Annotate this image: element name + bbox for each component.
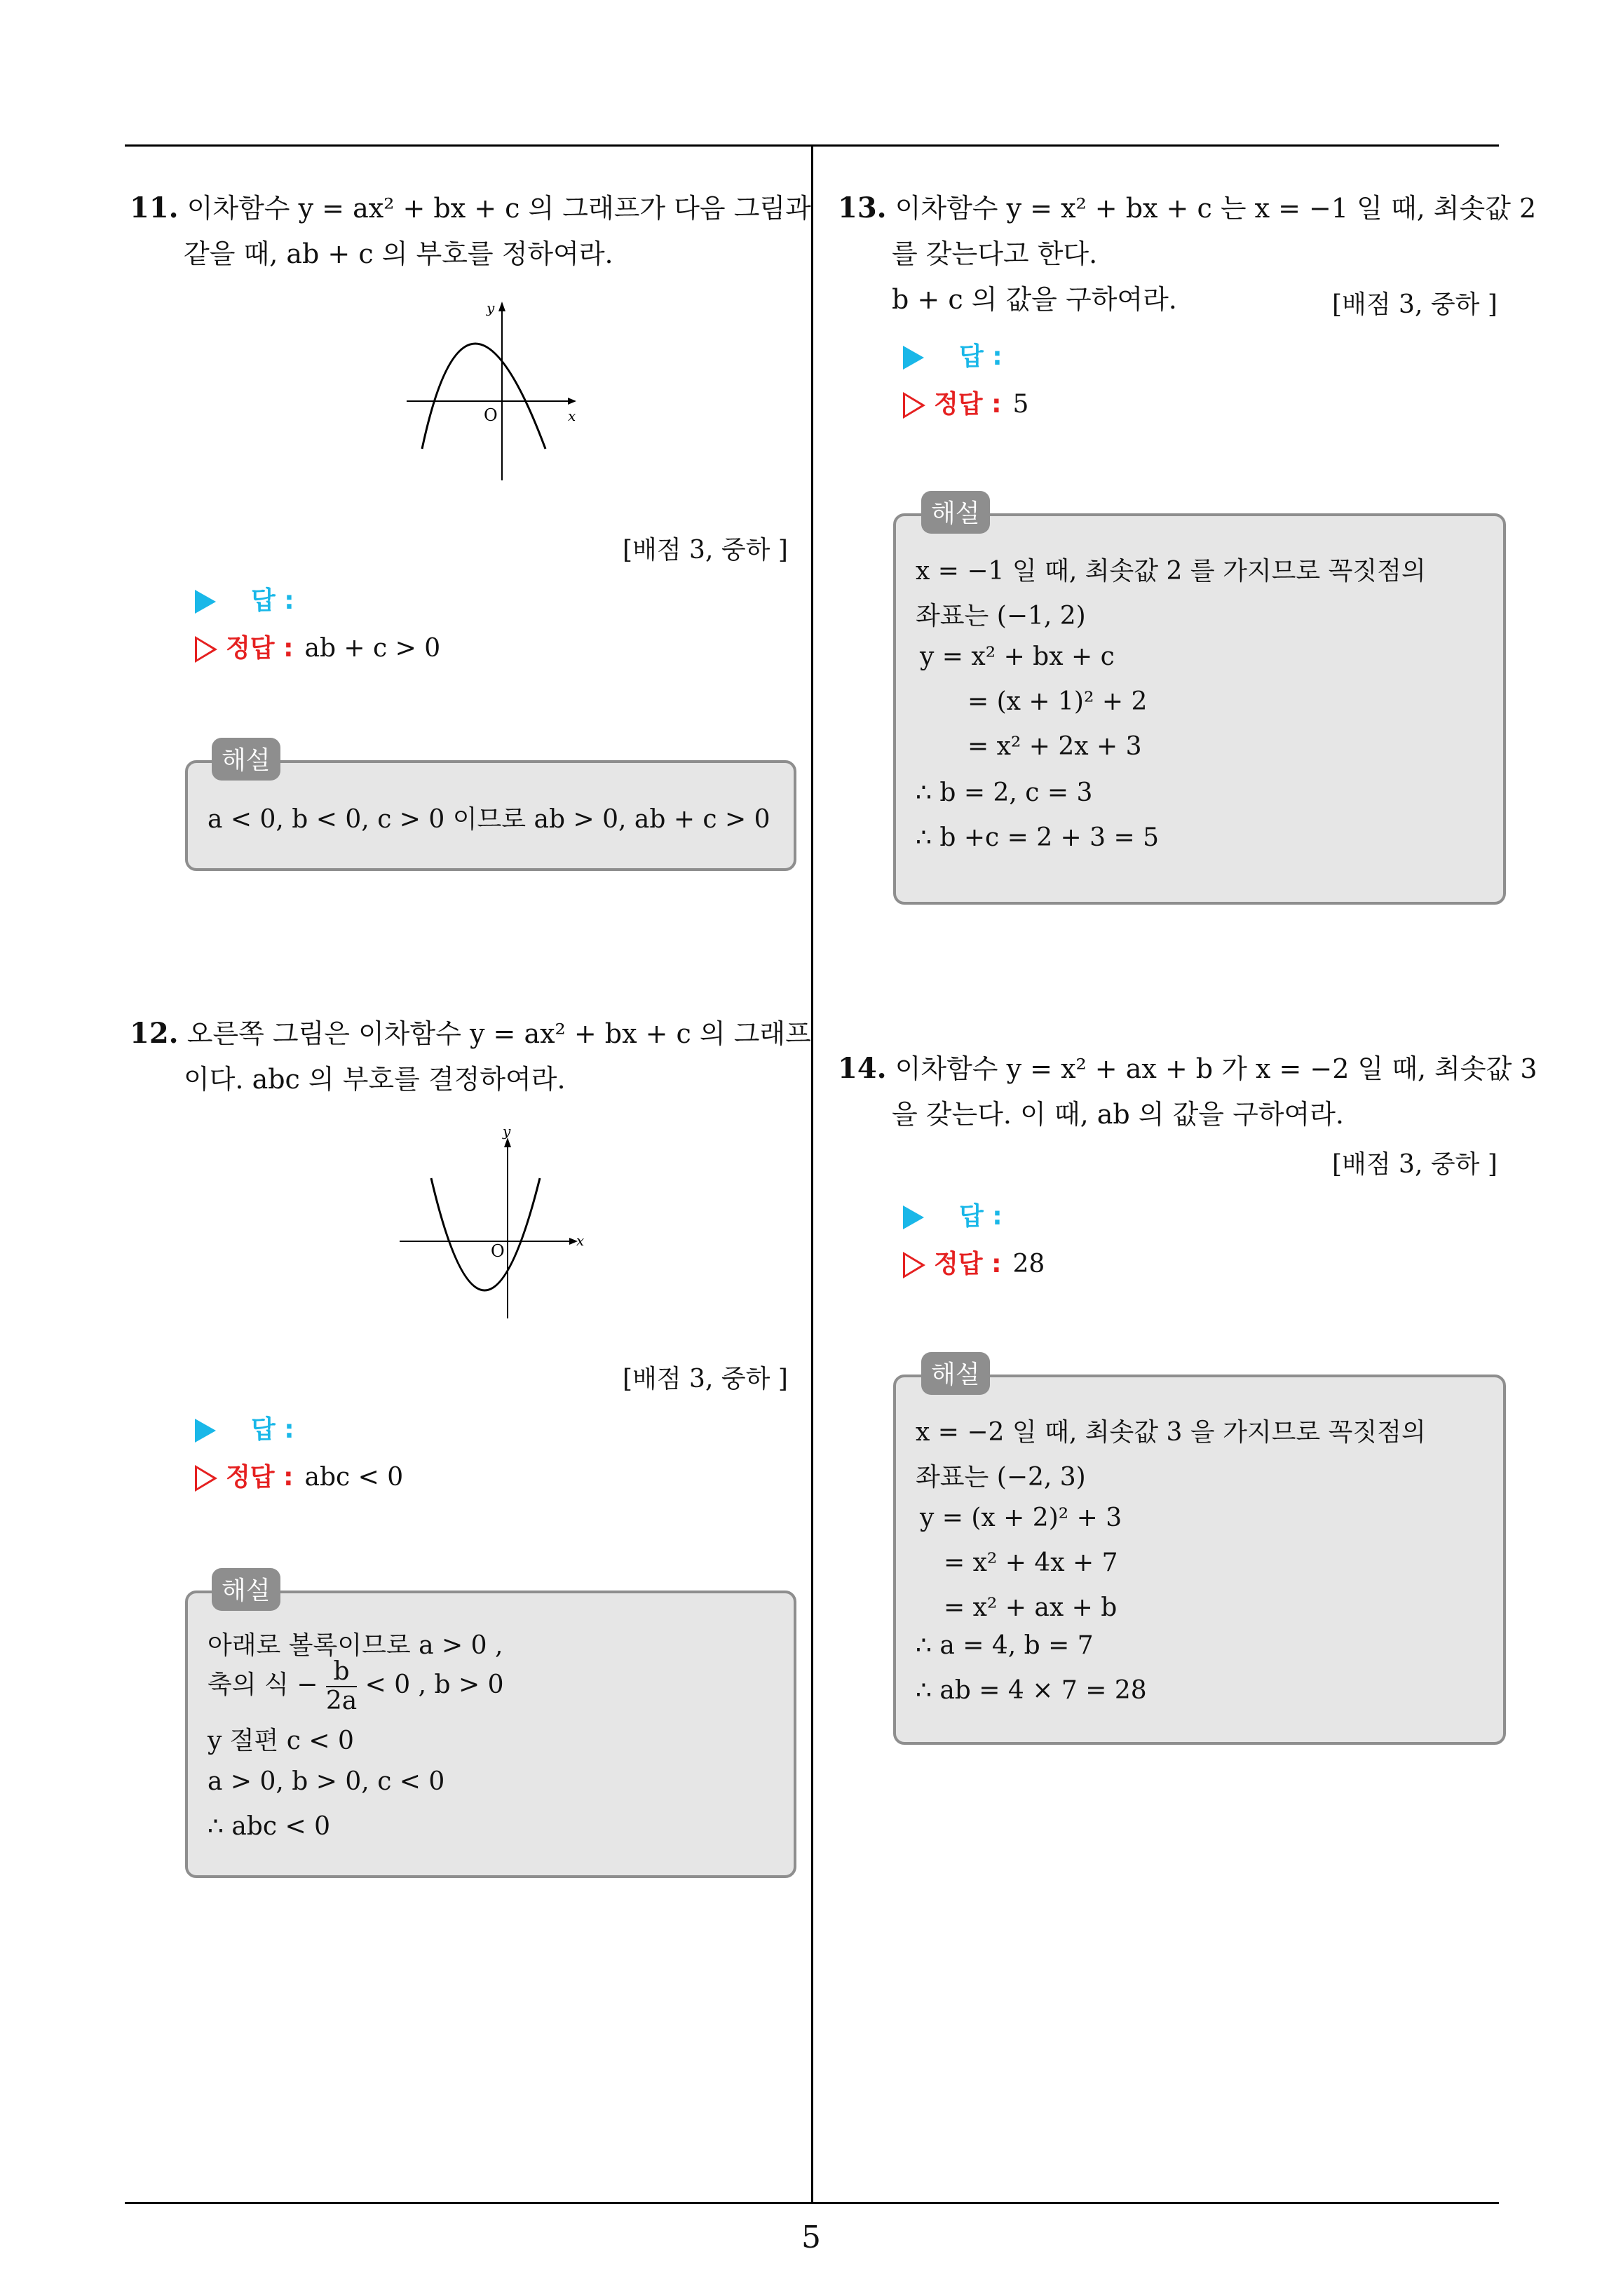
q13-explain-tag: 해설 [921, 491, 990, 534]
q11-origin-label: O [484, 405, 498, 425]
q13-answer-row [903, 337, 1003, 372]
q12-correct-value: abc < 0 [304, 1463, 404, 1492]
q11-explain-tag: 해설 [212, 738, 280, 781]
q13-explain-line3: y = x² + bx + c [920, 642, 1115, 671]
q14-number: 14. [838, 1052, 887, 1085]
q11-x-label: x [568, 407, 576, 424]
q12-explain-line2 [208, 1659, 504, 1714]
q11-answer-play-icon [195, 590, 216, 614]
q12-parabola-curve [431, 1178, 540, 1290]
q13-explain-line1: x = −1 일 때, 최솟값 2 를 가지므로 꼭짓점의 [916, 557, 1426, 586]
q12-explain-line4: a > 0, b > 0, c < 0 [208, 1767, 445, 1796]
page-number: 5 [801, 2220, 821, 2255]
q13-explain-line7: ∴ b +c = 2 + 3 = 5 [916, 823, 1160, 852]
q12-meta: [배점 3, 중하 ] [623, 1365, 788, 1393]
q12-answer-row [195, 1410, 294, 1445]
q13-explain-line6: ∴ b = 2, c = 3 [916, 778, 1093, 807]
q11-y-arrow [498, 302, 505, 311]
q14-text-line2: 을 갖는다. 이 때, ab 의 값을 구하여라. [892, 1099, 1344, 1130]
q14-explain-line5: = x² + ax + b [944, 1593, 1118, 1622]
q12-x-label: x [576, 1232, 585, 1249]
q14-explain-line1: x = −2 일 때, 최솟값 3 을 가지므로 꼭짓점의 [916, 1418, 1426, 1447]
q12-explain-fraction [326, 1659, 357, 1714]
q13-number: 13. [838, 191, 887, 224]
q12-correct-triangle-icon [195, 1465, 217, 1492]
q13-answer-label: 답 : [959, 342, 1003, 371]
q13-meta: [배점 3, 중하 ] [1332, 290, 1498, 319]
q12-explain-fraction-num: b [326, 1659, 357, 1687]
q12-correct-row [195, 1457, 403, 1493]
q11-number: 11. [130, 191, 179, 224]
q13-explain-line4: = (x + 1)² + 2 [967, 687, 1148, 716]
q11-text-line2: 같을 때, ab + c 의 부호를 정하여라. [184, 238, 613, 269]
q11-parabola-graph [400, 295, 610, 498]
q11-correct-value: ab + c > 0 [304, 634, 441, 663]
q12-y-label: y [503, 1123, 511, 1140]
q12-text-line1: 오른쪽 그림은 이차함수 y = ax² + bx + c 의 그래프 [186, 1018, 811, 1049]
q12-origin-label: O [491, 1241, 505, 1261]
q11-answer-label: 답 : [251, 586, 294, 615]
q14-answer-row [903, 1196, 1003, 1232]
q14-meta: [배점 3, 중하 ] [1332, 1150, 1498, 1179]
q12-explain-line2-prefix: 축의 식 − [208, 1670, 318, 1699]
q11-line1 [130, 186, 811, 231]
q14-answer-play-icon [903, 1206, 924, 1229]
q13-explain-line5: = x² + 2x + 3 [967, 732, 1142, 761]
q11-text-line1: 이차함수 y = ax² + bx + c 의 그래프가 다음 그림과 [186, 193, 811, 224]
q12-parabola-graph [393, 1122, 603, 1325]
q12-explain-line5: ∴ abc < 0 [208, 1812, 330, 1841]
q13-explain-line2: 좌표는 (−1, 2) [916, 602, 1086, 630]
q11-parabola-curve [422, 344, 545, 449]
q12-answer-label: 답 : [251, 1415, 294, 1444]
q13-correct-label: 정답 : [934, 390, 1002, 419]
q14-correct-triangle-icon [903, 1252, 925, 1278]
q13-answer-play-icon [903, 346, 924, 370]
q14-explain-line4: = x² + 4x + 7 [944, 1548, 1118, 1577]
q12-answer-play-icon [195, 1419, 216, 1443]
q11-answer-row [195, 581, 294, 616]
q13-correct-triangle-icon [903, 392, 925, 419]
q12-explain-line3: y 절편 c < 0 [208, 1727, 354, 1755]
bottom-rule [125, 2202, 1499, 2204]
q12-correct-label: 정답 : [226, 1463, 294, 1492]
q13-text-line2: 를 갖는다고 한다. [892, 238, 1098, 269]
q13-text-line1: 이차함수 y = x² + bx + c 는 x = −1 일 때, 최솟값 2 [895, 193, 1537, 224]
q14-explain-tag: 해설 [921, 1352, 990, 1395]
q14-explain-line2: 좌표는 (−2, 3) [916, 1463, 1086, 1492]
q12-line1 [130, 1011, 811, 1056]
q11-correct-triangle-icon [195, 636, 217, 663]
q12-explain-line2-suffix: < 0 , b > 0 [365, 1670, 504, 1699]
q13-text-line3: b + c 의 값을 구하여라. [892, 284, 1177, 315]
q12-explain-fraction-den: 2a [325, 1687, 358, 1715]
q11-y-label: y [487, 299, 495, 316]
q13-correct-value: 5 [1012, 390, 1029, 419]
q14-explain-line7: ∴ ab = 4 × 7 = 28 [916, 1676, 1147, 1705]
q11-correct-row [195, 628, 440, 664]
q14-correct-row [903, 1244, 1045, 1280]
q13-correct-row [903, 384, 1028, 420]
q12-explain-line1: 아래로 볼록이므로 a > 0 , [208, 1631, 503, 1660]
q12-number: 12. [130, 1017, 179, 1050]
q11-correct-label: 정답 : [226, 634, 294, 663]
q14-correct-value: 28 [1012, 1250, 1045, 1278]
q11-x-arrow [568, 398, 576, 405]
q14-explain-line6: ∴ a = 4, b = 7 [916, 1631, 1094, 1660]
q14-correct-label: 정답 : [934, 1250, 1002, 1278]
q14-text-line1: 이차함수 y = x² + ax + b 가 x = −2 일 때, 최솟값 3 [895, 1053, 1537, 1084]
q12-text-line2: 이다. abc 의 부호를 결정하여라. [184, 1064, 566, 1095]
q14-line1 [838, 1046, 1537, 1091]
q13-line1 [838, 186, 1536, 231]
q11-meta: [배점 3, 중하 ] [623, 536, 788, 565]
q11-explain-line1: a < 0, b < 0, c > 0 이므로 ab > 0, ab + c > 0 [208, 805, 770, 834]
q12-explain-tag: 해설 [212, 1568, 280, 1611]
q14-explain-line3: y = (x + 2)² + 3 [920, 1504, 1122, 1532]
q14-answer-label: 답 : [959, 1202, 1003, 1231]
column-divider [811, 144, 813, 2203]
